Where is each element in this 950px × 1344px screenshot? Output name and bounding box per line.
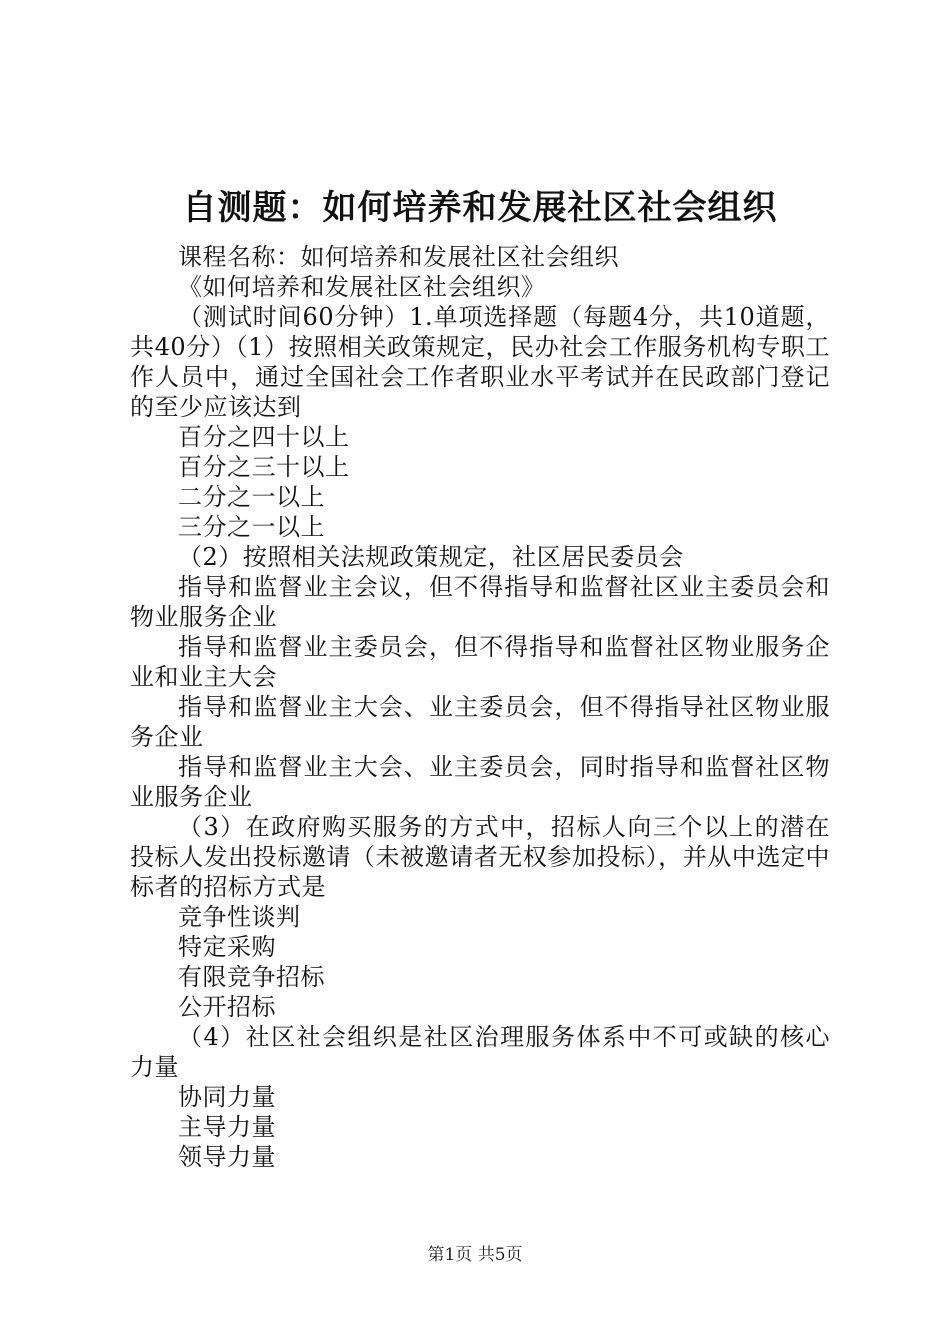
- question-2-option: 指导和监督业主大会、业主委员会，但不得指导社区物业服务企业: [130, 693, 830, 751]
- question-1-stem: （测试时间60分钟）1.单项选择题（每题4分，共10道题，共40分）（1）按照相关政策规定，民办社会工作服务机构专职工作人员中，通过全国社会工作者职业水平考试并在民政部门登记的至少应该达到: [130, 303, 830, 421]
- question-3-option: 有限竞争招标: [178, 963, 325, 991]
- question-1-option: 百分之四十以上: [178, 423, 350, 451]
- document-page: [130, 180, 830, 1172]
- question-4-option: 协同力量: [178, 1083, 276, 1111]
- course-name-line: 课程名称：如何培养和发展社区社会组织: [178, 243, 619, 271]
- question-2-option: 指导和监督业主委员会，但不得指导和监督社区物业服务企业和业主大会: [130, 633, 830, 691]
- question-4-option: 领导力量: [178, 1143, 276, 1171]
- document-title: 自测题：如何培养和发展社区社会组织: [182, 188, 778, 228]
- question-4-option: 主导力量: [178, 1113, 276, 1141]
- question-3-option: 特定采购: [178, 933, 276, 961]
- question-1-option: 百分之三十以上: [178, 453, 350, 481]
- page-footer: [0, 1243, 950, 1267]
- question-3-option: 竞争性谈判: [178, 903, 301, 931]
- question-2-option: 指导和监督业主大会、业主委员会，同时指导和监督社区物业服务企业: [130, 753, 830, 811]
- question-4-stem: （4）社区社会组织是社区治理服务体系中不可或缺的核心力量: [130, 1023, 830, 1081]
- question-3-option: 公开招标: [178, 993, 276, 1021]
- question-1-option: 二分之一以上: [178, 483, 325, 511]
- page-number: 第1页 共5页: [427, 1245, 523, 1265]
- question-1-option: 三分之一以上: [178, 513, 325, 541]
- question-3-stem: （3）在政府购买服务的方式中，招标人向三个以上的潜在投标人发出投标邀请（未被邀请者无权参加投标），并从中选定中标者的招标方式是: [130, 813, 830, 901]
- question-2-option: 指导和监督业主会议，但不得指导和监督社区业主委员会和物业服务企业: [130, 573, 830, 631]
- question-2-stem: （2）按照相关法规政策规定，社区居民委员会: [178, 543, 684, 571]
- course-book-title: 《如何培养和发展社区社会组织》: [178, 273, 546, 301]
